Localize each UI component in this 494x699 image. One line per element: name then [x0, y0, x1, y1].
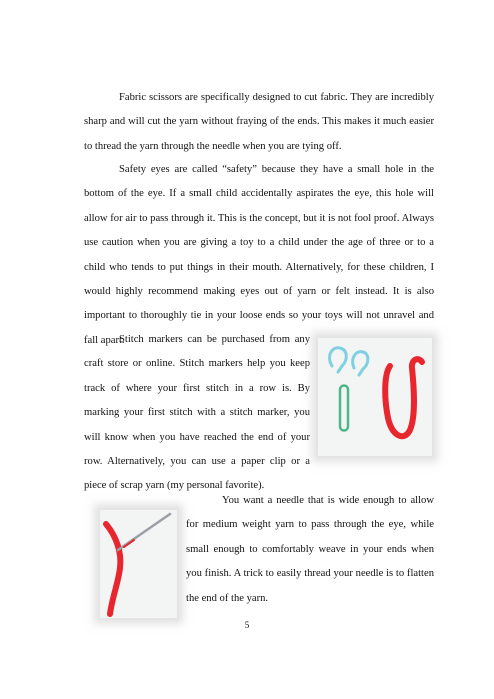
paper-clip: [340, 386, 348, 431]
needle-illustration: [100, 510, 177, 618]
yarn-strand: [106, 524, 120, 614]
paragraph-needle: You want a needle that is wide enough to allow for medium weight yarn to pass through the eye, while small enough to comfortably weave in your ends when you finish. A trick to easily thread your needle is to flatten the end of the yarn.: [186, 495, 434, 604]
scrap-yarn: [385, 359, 422, 436]
needle-photo: [100, 510, 177, 618]
paragraph-stitch-markers: Stitch markers can be purchased from any craft store or online. Stitch markers help you keep track of where your first stitch in a row is. By marking your first stitch with a stitch marker, you will know when you have reached the end of your row. Alternatively, you can use a paper clip or a piece of scrap yarn (my personal favorite).: [84, 334, 310, 492]
stitch-markers-illustration: [318, 338, 432, 456]
page-number: 5: [244, 620, 250, 630]
stitch-marker-2: [353, 352, 368, 375]
stitch-markers-photo: [318, 338, 432, 456]
paragraph-safety-eyes: Safety eyes are called “safety” because they have a small hole in the bottom of the eye. If a small child accidentally aspirates the eye, this hole will allow for air to pass through it. This is the concept, but it is not fool proof. Always use caution when you are giving a toy to a child under the age of three or to a child who tends to put things in their mouth. Alternatively, for these children, I would highly recommend making eyes out of yarn or felt instead. It is also important to thoroughly tie in your loose ends so your toys will not unravel and fall apart.: [84, 164, 434, 346]
paragraph-fabric-scissors: Fabric scissors are specifically designed to cut fabric. They are incredibly sharp and will cut the yarn without fraying of the ends. This makes it much easier to thread the yarn through the needle when you are tying off.: [84, 92, 434, 152]
stitch-marker-1: [330, 348, 347, 372]
